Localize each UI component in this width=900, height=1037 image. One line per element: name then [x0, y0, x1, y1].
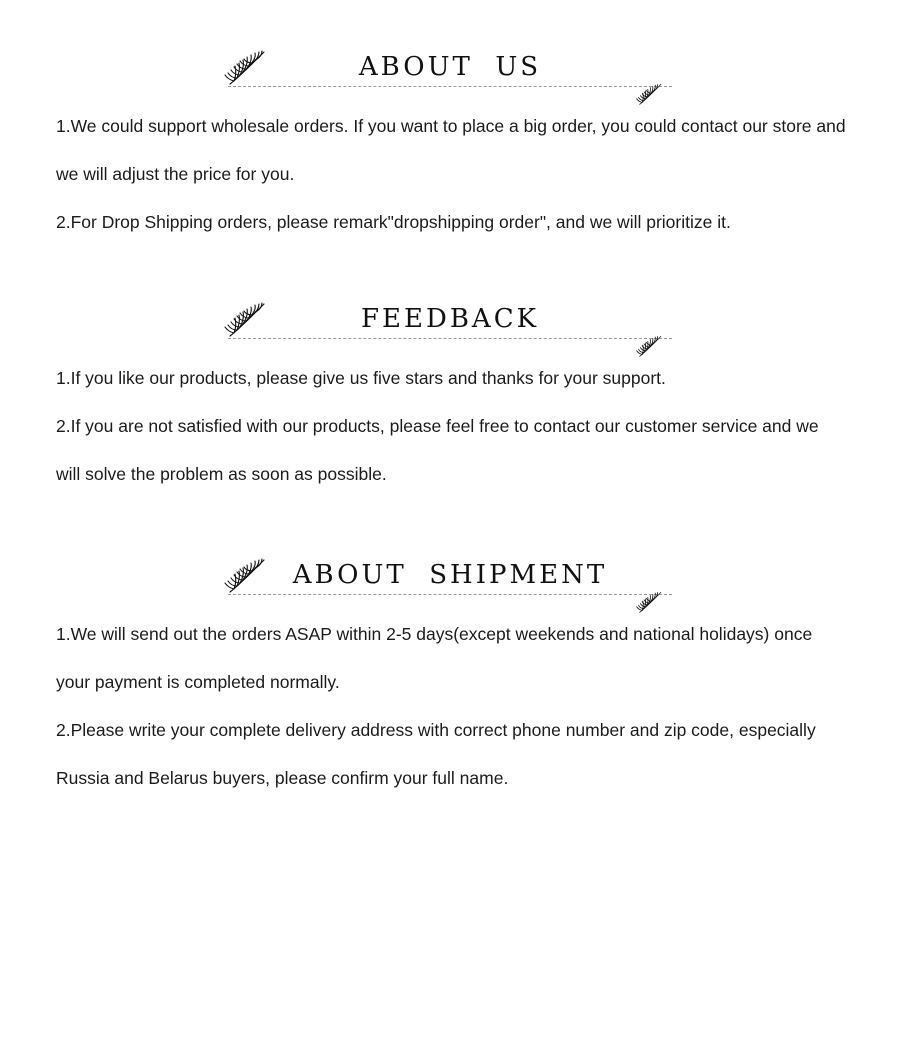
paragraph: 1.We could support wholesale orders. If you want to place a big order, you could contact our store and we will adjust the price for you. [56, 116, 846, 184]
section-title: ABOUT US [358, 52, 542, 82]
section-feedback [0, 298, 900, 498]
section-title: FEEDBACK [360, 304, 540, 334]
paragraph: 2.Please write your complete delivery address with correct phone number and zip code, especially Russia and Belarus buyers, please confirm your full name. [56, 720, 816, 788]
paragraph: 1.We will send out the orders ASAP within 2-5 days(except weekends and national holidays) once your payment is completed normally. [56, 624, 813, 692]
section-body-feedback [0, 354, 900, 498]
section-about-us [0, 46, 900, 246]
section-title: ABOUT SHIPMENT [292, 560, 608, 590]
section-header-feedback [0, 298, 900, 354]
paragraph: 2.For Drop Shipping orders, please remark"dropshipping order", and we will prioritize it. [56, 212, 731, 232]
paragraph: 1.If you like our products, please give us five stars and thanks for your support. [56, 368, 666, 388]
section-header-about-shipment [0, 554, 900, 610]
document-page [0, 46, 900, 1037]
section-body-about-us [0, 102, 900, 246]
section-about-shipment [0, 554, 900, 802]
section-header-about-us [0, 46, 900, 102]
paragraph: 2.If you are not satisfied with our products, please feel free to contact our customer service and we will solve the problem as soon as possible. [56, 416, 819, 484]
section-body-about-shipment [0, 610, 900, 802]
